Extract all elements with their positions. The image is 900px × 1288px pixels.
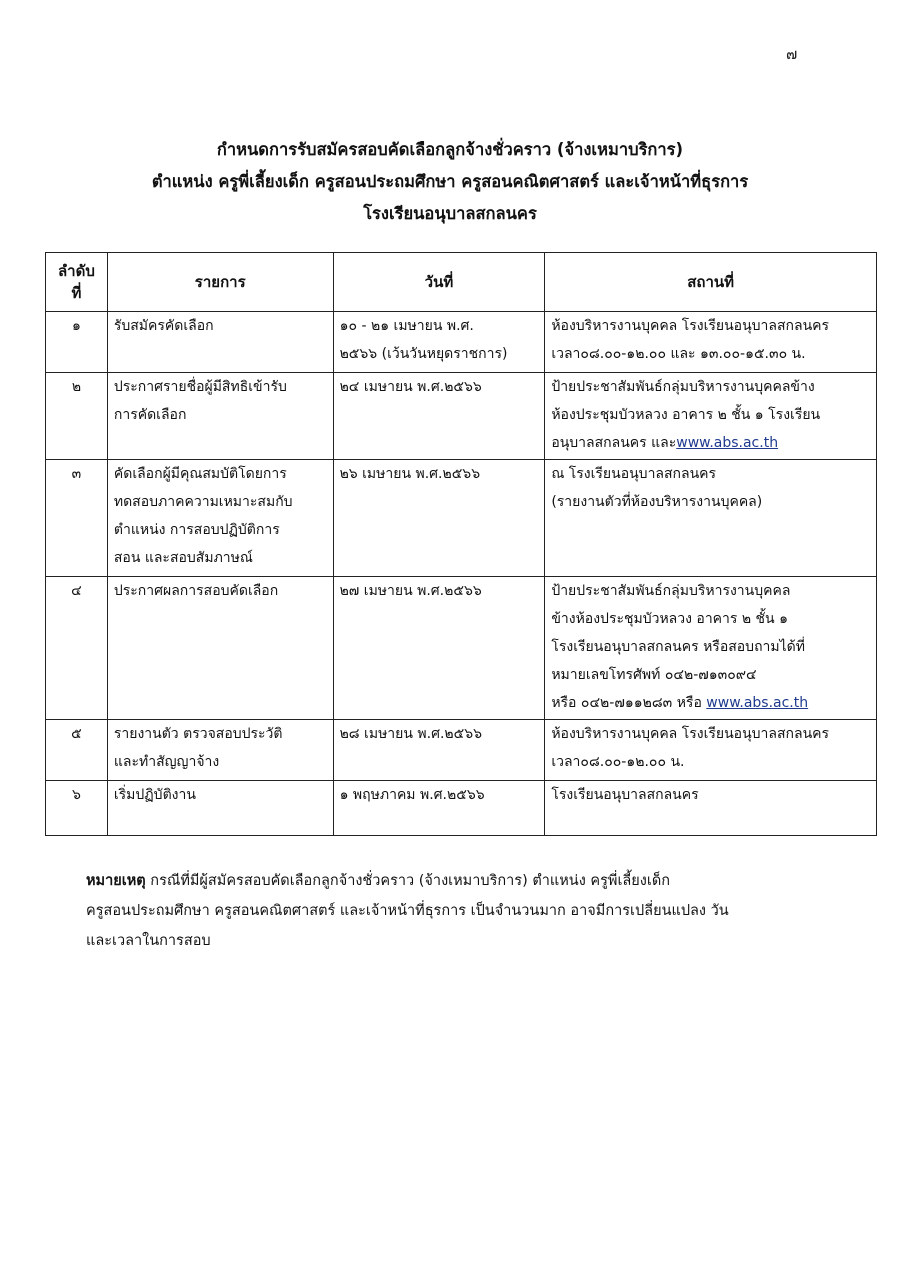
row-date-line: ๒๗ เมษายน พ.ศ.๒๕๖๖ — [339, 583, 482, 599]
row-item — [107, 373, 333, 460]
row-item — [107, 312, 333, 373]
row-item — [107, 781, 333, 836]
row-place — [545, 312, 877, 373]
note-line-3: และเวลาในการสอบ — [86, 933, 211, 949]
row-date-line: ๒๖ เมษายน พ.ศ.๒๕๖๖ — [339, 466, 481, 482]
row-date-line: ๑ พฤษภาคม พ.ศ.๒๕๖๖ — [339, 787, 485, 803]
row-item — [107, 577, 333, 720]
row-item-line: ประกาศผลการสอบคัดเลือก — [113, 583, 279, 599]
row-date-line: ๒๘ เมษายน พ.ศ.๒๕๖๖ — [339, 726, 482, 742]
row-place — [545, 460, 877, 577]
row-item-line: รายงานตัว ตรวจสอบประวัติ — [113, 726, 283, 742]
row-date — [333, 781, 545, 836]
header-item: รายการ — [107, 253, 333, 312]
row-date-line: ๑๐ - ๒๑ เมษายน พ.ศ. — [339, 318, 474, 334]
row-place-line: ห้องประชุมบัวหลวง อาคาร ๒ ชั้น ๑ โรงเรียน — [551, 407, 821, 423]
row-item-line: เริ่มปฏิบัติงาน — [113, 787, 196, 803]
table-row — [46, 460, 877, 577]
row-date — [333, 577, 545, 720]
row-item-line: ประกาศรายชื่อผู้มีสิทธิเข้ารับ — [113, 379, 287, 395]
row-place-line: เวลา๐๘.๐๐-๑๒.๐๐ น. — [551, 754, 685, 770]
row-place-line: (รายงานตัวที่ห้องบริหารงานบุคคล) — [551, 494, 763, 510]
row-place — [545, 781, 877, 836]
row-item — [107, 720, 333, 781]
row-item-line: การคัดเลือก — [113, 407, 187, 423]
table-row — [46, 720, 877, 781]
header-date: วันที่ — [333, 253, 545, 312]
row-place-line: ป้ายประชาสัมพันธ์กลุ่มบริหารงานบุคคล — [551, 583, 791, 599]
row-item — [107, 460, 333, 577]
table-row — [46, 577, 877, 720]
row-number: ๕ — [46, 720, 108, 781]
row-place-line: ป้ายประชาสัมพันธ์กลุ่มบริหารงานบุคคลข้าง — [551, 379, 815, 395]
row-place-line: ณ โรงเรียนอนุบาลสกลนคร — [551, 466, 717, 482]
row-number: ๔ — [46, 577, 108, 720]
row-place-prefix: หรือ ๐๔๒-๗๑๑๒๘๓ หรือ — [551, 695, 707, 711]
note-label: หมายเหตุ — [86, 873, 146, 889]
header-place: สถานที่ — [545, 253, 877, 312]
row-number: ๒ — [46, 373, 108, 460]
website-link[interactable]: www.abs.ac.th — [706, 695, 809, 711]
row-place-line: โรงเรียนอนุบาลสกลนคร หรือสอบถามได้ที่ — [551, 639, 806, 655]
schedule-table — [45, 252, 877, 836]
row-item-line: คัดเลือกผู้มีคุณสมบัติโดยการ — [113, 466, 287, 482]
header-order — [46, 253, 108, 312]
row-place-line: หมายเลขโทรศัพท์ ๐๔๒-๗๑๓๐๙๔ — [551, 667, 757, 683]
row-item-line: ตำแหน่ง การสอบปฏิบัติการ — [113, 522, 280, 538]
row-place-line — [551, 689, 870, 717]
row-date-line: ๒๕๖๖ (เว้นวันหยุดราชการ) — [339, 346, 508, 362]
row-item-line: รับสมัครคัดเลือก — [113, 318, 214, 334]
row-place — [545, 720, 877, 781]
note-line-2: ครูสอนประถมศึกษา ครูสอนคณิตศาสตร์ และเจ้าหน้าที่ธุรการ เป็นจำนวนมาก อาจมีการเปลี่ยนแปลง วัน — [86, 903, 729, 919]
row-place-prefix: อนุบาลสกลนคร และ — [551, 435, 677, 451]
row-number: ๑ — [46, 312, 108, 373]
note-block — [86, 866, 846, 956]
website-link[interactable]: www.abs.ac.th — [676, 435, 779, 451]
row-item-line: สอน และสอบสัมภาษณ์ — [113, 550, 253, 566]
note-text-1: กรณีที่มีผู้สมัครสอบคัดเลือกลูกจ้างชั่วคราว (จ้างเหมาบริการ) ตำแหน่ง ครูพี่เลี้ยงเด็ก — [145, 873, 671, 889]
document-title-line-1: กำหนดการรับสมัครสอบคัดเลือกลูกจ้างชั่วคราว (จ้างเหมาบริการ) — [216, 140, 684, 159]
row-place-line: ห้องบริหารงานบุคคล โรงเรียนอนุบาลสกลนคร — [551, 726, 830, 742]
row-place — [545, 577, 877, 720]
document-title-line-2: ตำแหน่ง ครูพี่เลี้ยงเด็ก ครูสอนประถมศึกษา ครูสอนคณิตศาสตร์ และเจ้าหน้าที่ธุรการ — [151, 172, 749, 191]
row-place-line: ห้องบริหารงานบุคคล โรงเรียนอนุบาลสกลนคร — [551, 318, 830, 334]
row-date — [333, 720, 545, 781]
header-order-line-2: ที่ — [71, 284, 82, 302]
row-number: ๓ — [46, 460, 108, 577]
table-header-row — [46, 253, 877, 312]
row-date — [333, 312, 545, 373]
document-title-line-3: โรงเรียนอนุบาลสกลนคร — [363, 204, 537, 223]
row-date — [333, 373, 545, 460]
header-order-line-1: ลำดับ — [57, 262, 95, 280]
note-line-1 — [86, 866, 846, 896]
table-row — [46, 373, 877, 460]
row-number: ๖ — [46, 781, 108, 836]
row-place-line — [551, 429, 870, 457]
row-item-line: ทดสอบภาคความเหมาะสมกับ — [113, 494, 293, 510]
row-place-line: โรงเรียนอนุบาลสกลนคร — [551, 787, 699, 803]
row-date-line: ๒๔ เมษายน พ.ศ.๒๕๖๖ — [339, 379, 482, 395]
row-place-line: ข้างห้องประชุมบัวหลวง อาคาร ๒ ชั้น ๑ — [551, 611, 788, 627]
table-row — [46, 312, 877, 373]
page-number: ๗ — [786, 45, 798, 63]
row-place-line: เวลา๐๘.๐๐-๑๒.๐๐ และ ๑๓.๐๐-๑๕.๓๐ น. — [551, 346, 806, 362]
row-item-line: และทำสัญญาจ้าง — [113, 754, 220, 770]
row-place — [545, 373, 877, 460]
row-date — [333, 460, 545, 577]
table-row — [46, 781, 877, 836]
